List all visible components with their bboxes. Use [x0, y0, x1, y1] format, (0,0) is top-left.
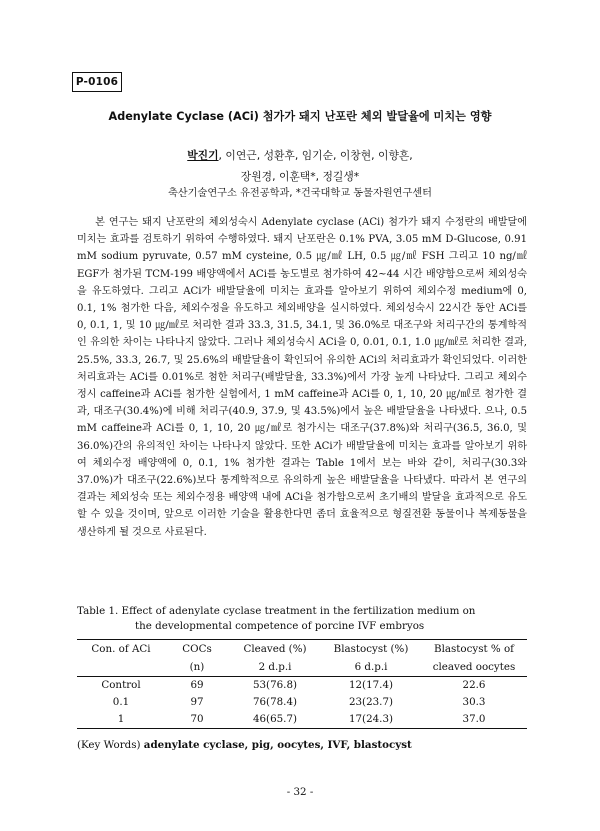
- table-cell: 17(24.3): [321, 711, 421, 729]
- header-cell: Cleaved (%): [229, 640, 321, 659]
- table-cell: 0.1: [112, 696, 130, 708]
- table-row: [77, 694, 527, 711]
- keywords-line: [77, 739, 412, 751]
- header-cell: Blastocyst % of: [421, 640, 527, 659]
- header-cell: COCs: [165, 640, 229, 659]
- table-cell: 1: [77, 711, 165, 729]
- header-cell: Blastocyst (%): [321, 640, 421, 659]
- header-cell: 2 d.p.i: [229, 658, 321, 677]
- lead-author: 박진기: [187, 149, 219, 162]
- author-line-2: 장원경, 이훈택*, 정길생*: [240, 170, 360, 183]
- table-row: [77, 677, 527, 695]
- co-authors: , 이연근, 성환후, 임기순, 이창현, 이향흔,: [218, 149, 413, 162]
- table-cell: 22.6: [462, 679, 486, 691]
- table-cell: 37.0: [421, 711, 527, 729]
- keywords-label: (Key Words): [77, 739, 141, 751]
- table-caption: [77, 604, 527, 634]
- results-table: [77, 639, 527, 729]
- affiliation: 축산기술연구소 유전공학과, *건국대학교 동물자원연구센터: [167, 188, 433, 199]
- table-row: [77, 711, 527, 729]
- table-cell: 70: [165, 711, 229, 729]
- table-caption-line-1: Table 1. Effect of adenylate cyclase treatment in the fertilization medium on: [77, 605, 476, 617]
- keywords-text: adenylate cyclase, pig, oocytes, IVF, blastocyst: [143, 739, 412, 751]
- table-cell: 30.3: [462, 696, 486, 708]
- abstract-body: 본 연구는 돼지 난포란의 체외성숙시 Adenylate cyclase (ACi) 첨가가 돼지 수정란의 배발달에 미치는 효과를 검토하기 위하여 수행하였다. 돼지 난포란은 0.1% PVA, 3.05 mM D-Glucose, 0.91 mM sodium pyruvate, 0.57 mM cysteine, 0.5 ㎍/㎖ LH, 0.5 ㎍/㎖ FSH 그리고 10 ng/㎖ EGF가 첨가된 TCM-199 배양액에서 ACi를 농도별로 첨가하여 42~44 시간 배양함으로써 체외성숙을 유도하였다. 그리고 ACi가 배발달율에 미치는 효과를 알아보기 위하여 체외수정 medium에 0, 0.1, 1% 첨가한 다음, 체외수정을 유도하고 체외배양을 실시하였다. 체외성숙시 22시간 동안 ACi를 0, 0.1, 1, 및 10 ㎍/㎖로 처리한 결과 33.3, 31.5, 34.1, 및 36.0%로 대조구와 처리구간의 통계학적인 유의한 차이는 나타나지 않았다. 그러나 체외성숙시 ACi을 0, 0.01, 0.1, 1.0 ㎍/㎖로 처리한 결과, 25.5%, 33.3, 26.7, 및 25.6%의 배발달율이 확인되어 유의한 ACi의 처리효과가 확인되었다. 이러한 처리효과는 ACi를 0.01%로 첨한 처리구(배발달율, 33.3%)에서 가장 높게 나타났다. 그리고 체외수정시 caffeine과 ACi를 첨가한 실험에서, 1 mM caffeine과 ACi를 0, 1, 10, 20 ㎍/㎖로 첨가한 결과, 대조구(30.4%)에 비해 처리구(40.9, 37.9, 및 43.5%)에서 높은 배발달율을 나타냈다. 으나, 0.5 mM caffeine과 ACi를 0, 1, 10, 20 ㎍/㎖로 첨가시는 대조구(37.8%)와 처리구(36.5, 36.0, 및 36.0%)간의 유의적인 차이는 나타나지 않았다. 또한 ACi가 배발달율에 미치는 효과를 알아보기 위하여 체외수정 배양액에 0, 0.1, 1% 첨가한 결과는 Table 1에서 보는 바와 같이, 처리구(30.3와 37.0%)가 대조구(22.6%)보다 통계학적으로 유의하게 높은 배발달율을 나타냈다. 따라서 본 연구의 결과는 체외성숙 또는 체외수정용 배양액 내에 ACi을 첨가함으로써 초기배의 발달을 효과적으로 유도할 수 있을 것이며, 앞으로 이러한 기술을 활용한다면 좀더 효율적으로 형질전환 동물이나 복제동물을 생산하게 될 것으로 사료된다.: [77, 217, 527, 538]
- author-line-1: [60, 145, 540, 166]
- page-number: - 32 -: [286, 786, 314, 798]
- paper-title: Adenylate Cyclase (ACi) 첨가가 돼지 난포란 체외 발달율에 미치는 영향: [108, 110, 492, 123]
- table-cell: 76(78.4): [252, 696, 298, 708]
- table-cell: Control: [101, 679, 141, 691]
- header-cell: [77, 658, 165, 677]
- table-cell: 46(65.7): [229, 711, 321, 729]
- abstract-code-box: P-0106: [72, 72, 122, 92]
- header-cell: 6 d.p.i: [321, 658, 421, 677]
- table-cell: 97: [190, 696, 204, 708]
- table-cell: 23(23.7): [348, 696, 394, 708]
- table-caption-line-2: the developmental competence of porcine IVF embryos: [135, 620, 425, 632]
- header-cell: (n): [165, 658, 229, 677]
- header-cell: Con. of ACi: [77, 640, 165, 659]
- table-cell: 12(17.4): [348, 679, 394, 691]
- table-header-row-2: [77, 658, 527, 677]
- author-list: [60, 145, 540, 187]
- table-cell: 69: [190, 679, 204, 691]
- header-cell: cleaved oocytes: [421, 658, 527, 677]
- table-cell: 53(76.8): [252, 679, 298, 691]
- table-header-row-1: [77, 640, 527, 659]
